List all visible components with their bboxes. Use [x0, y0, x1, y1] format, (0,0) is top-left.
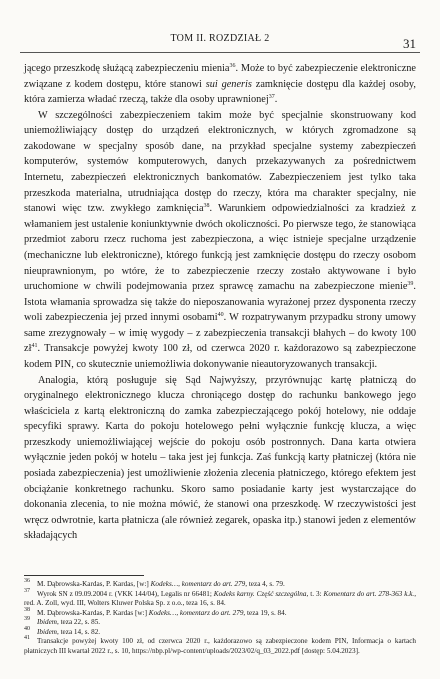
footnote-ref: 40	[217, 312, 224, 319]
footnote-40: $^{40}$ Ibidem, teza 14, s. 82.	[24, 625, 101, 636]
footnote-emphasis: Ibidem	[37, 618, 57, 626]
footnotes	[24, 580, 416, 656]
footnote-text: Wyrok SN z 09.09.2004 r. (VKK 144/04), Legalis nr 66481;	[37, 589, 214, 598]
footnote-text: , teza 19, s. 84.	[243, 608, 287, 617]
footnote-emphasis: Komentarz do art. 278-363 k.k.	[323, 589, 415, 598]
footnote-emphasis: Ibidem	[37, 627, 57, 636]
footnote-ref: 39	[407, 281, 414, 288]
footnote-emphasis: Kodeks karny. Część szczególna	[213, 589, 307, 598]
text-run: W szczególności zabezpieczeniem takim może być specjalnie skonstruowany kod uniemożliwiający dostęp do urządzeń elektronicznych, w których zgromadzone są zakodowane w specjalny sposób dane, na przykład specjalne systemy zabezpieczeń komputerów, systemów komputerowych, danych przekazywanych za pośrednictwem Internetu, zabezpieczeń elektronicznych bankomatów. Zabezpieczeniem jest tylko taka przeszkoda materialna, utrudniająca dostęp do rzeczy, która ma charakter specjalny, nie stanowi więc tzw. zwykłego zamknięcia	[24, 109, 416, 215]
footnote-text: , t. 3:	[306, 589, 324, 598]
footnote-emphasis: Kodeks…, komentarz do art. 279	[148, 608, 244, 617]
text-run: . Transakcje powyżej kwoty 100 zł, od czerwca 2020 r. każdorazowo są zabezpieczone kodem PIN, co skutecznie uniemożliwia dokonywanie nieautoryzowanych transakcji.	[24, 343, 416, 370]
footnote-37: $^{37}$ Wyrok SN z 09.09.2004 r. (VKK 144/04), Legalis nr 66481; Kodeks karny. Część szczególna, t. 3: Komentarz do art. 278-363 k.k., red. A. Zoll, wyd. III, Wolters Kluwer Polska Sp. z o.o., teza 16, s. 84.	[24, 587, 416, 607]
footnote-text: , teza 4, s. 79.	[245, 580, 285, 588]
text-run: . Warunkiem odpowiedzialności za kradzież z włamaniem jest ustalenie koniunktywnie dwóch okoliczności. Po pierwsze tego, że stanowiąca przedmiot zaboru rzecz ruchoma jest zabezpieczona, a więc istnieje specjalne urządzenie (mechaniczne lub elektroniczne), którego funkcją jest zamknięcie dostępu do rzeczy osobom nieuprawnionym, po wtóre, że to zabezpieczenie rzeczy zostało aktywowane i było uruchomione w chwili podejmowania przez sprawcę zamachu na zabezpieczone mienie	[24, 203, 416, 293]
footnote-41: $^{41}$ Transakcje powyżej kwoty 100 zł, od czerwca 2020 r., każdorazowo są zabezpieczone kodem PIN, Informacja o kartach płatniczych III kwartał 2022 r., s. 10, https://nbp.pl/wp-content/uploads/2023/02/q_03_2022.pdf [dostęp: 5.04.2023].	[24, 635, 416, 655]
text-run: . Może to być zabezpieczenie elektroniczne związane z kodem dostępu, które stanowi	[24, 63, 417, 90]
text-run: . W rozpatrywanym przypadku strony umowy same zrezygnowały – w imię wygody – z zabezpieczenia transakcji błahych – do kwoty 100 zł	[24, 312, 416, 355]
footnote-ref: 36	[229, 63, 236, 69]
footnote-text: M. Dąbrowska-Kardas, P. Kardas, [w:]	[37, 580, 151, 588]
text-run: zamknięcie dostępu dla każdej osoby, która zamierza władać rzeczą, także dla osoby uprawnionej	[24, 78, 416, 106]
paragraph-3	[24, 373, 416, 544]
footnote-text: , teza 22, s. 85.	[56, 618, 101, 626]
footnote-36: $^{36}$ M. Dąbrowska-Kardas, P. Kardas, [w:] Kodeks…, komentarz do art. 279, teza 4, s. 79.	[24, 578, 285, 588]
text-run: .	[274, 94, 278, 106]
footnote-ref: 38	[203, 203, 210, 210]
footnote-text: Transakcje powyżej kwoty 100 zł, od czerwca 2020 r., każdorazowo są zabezpieczone kodem PIN, Informacja o kartach płatniczych III kwartał 2022 r., s. 10, https://nbp.pl/wp-content/uploads/2023/02/q_03_2022.pdf [dostęp: 5.04.2023].	[24, 637, 416, 655]
footnote-separator	[24, 575, 144, 576]
footnote-ref: 37	[268, 94, 275, 101]
footnote-38: $^{38}$ M. Dąbrowska-Kardas, P. Kardas [w:] Kodeks…, komentarz do art. 279, teza 19, s. 84.	[24, 606, 287, 617]
paragraph-1	[24, 61, 416, 108]
footnote-39: $^{39}$ Ibidem, teza 22, s. 85.	[24, 616, 101, 626]
body-text	[24, 61, 416, 544]
footnote-emphasis: Kodeks…, komentarz do art. 279	[150, 580, 246, 588]
text-run: . Istota włamania sprowadza się także do nieposzanowania wyrażonej przez dysponenta rzeczy woli zabezpieczenia jej przed innymi osobami	[24, 281, 416, 324]
emphasis: sui generis	[205, 78, 252, 90]
paragraph-2	[24, 108, 416, 373]
page-header	[20, 0, 420, 53]
text-run: Analogia, którą posługuje się Sąd Najwyższy, przyrównując kartę płatniczą do oryginalnego elektronicznego klucza chroniącego dostęp do rachunku bankowego jego właściciela z kartą elektroniczną do zamka zabezpieczającego pokój hotelowy, nie oddaje specyfiki sprawy. Karta do pokoju hotelowego pełni wyłącznie funkcję klucza, a więc przeszkody uniemożliwiającej wejście do pokoju osób postronnych. Dana karta otwiera wyłącznie jeden pokój w hotelu – taka jest jej funkcja. Zaś funkcją karty płatniczej (która nie posiada zabezpieczenia) jest umożliwienie złożenia zlecenia płatniczego, którego efektem jest obciążanie konkretnego rachunku. Skoro samo posiadanie karty jest wystarczające do dokonania zlecenia, to nie można mówić, że stanowi ona przeszkodę. W rzeczywistości jest wręcz odwrotnie, karta płatnicza (ale również zegarek, opaska itp.) stanowi jeden z elementów składających	[24, 374, 416, 542]
page-number: 31	[403, 36, 416, 51]
footnote-text: M. Dąbrowska-Kardas, P. Kardas [w:]	[37, 608, 149, 617]
footnote-text: , teza 14, s. 82.	[56, 627, 101, 636]
text-run: jącego przeszkodę służącą zabezpieczeniu mienia	[24, 63, 230, 74]
footnote-ref: 41	[31, 343, 38, 350]
footnote-text: , red. A. Zoll, wyd. III, Wolters Kluwer Polska Sp. z o.o., teza 16, s. 84.	[24, 589, 416, 607]
running-header-title: TOM II. ROZDZIAŁ 2	[170, 33, 270, 44]
